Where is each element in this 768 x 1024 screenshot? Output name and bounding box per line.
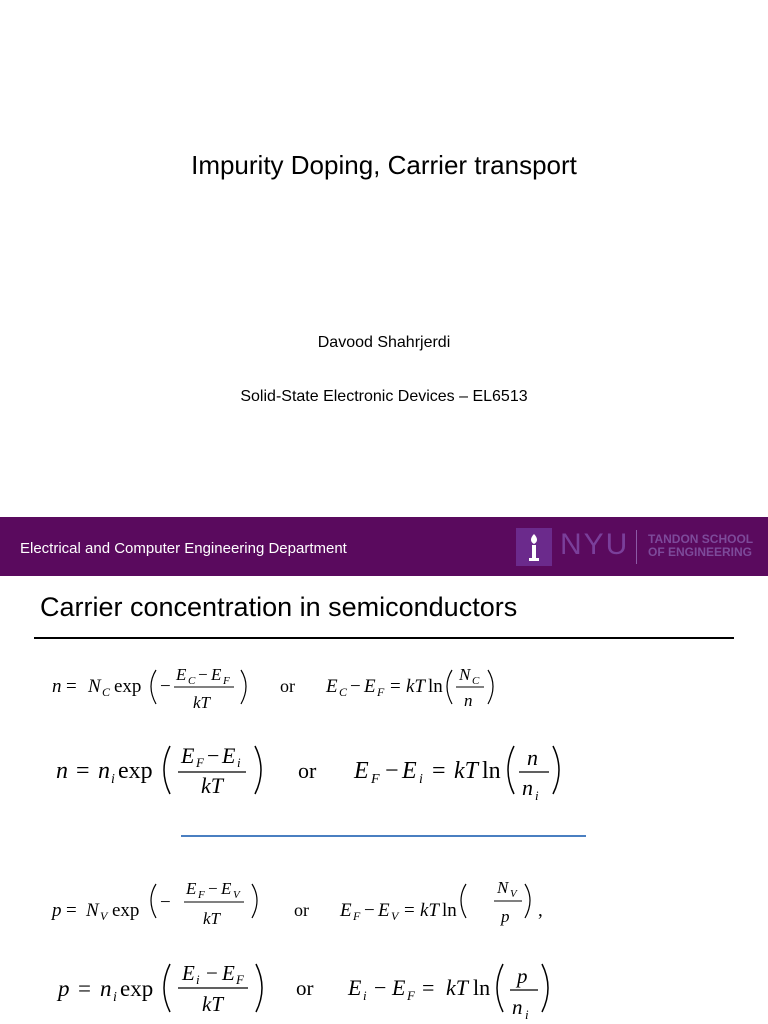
svg-text:C: C	[102, 685, 111, 699]
svg-text:−: −	[207, 743, 220, 768]
svg-text:N: N	[459, 665, 471, 684]
slide2-title: Carrier concentration in semiconductors	[40, 592, 518, 622]
svg-text:=: =	[78, 976, 91, 1001]
blue-divider-line	[181, 835, 586, 837]
svg-text:kT: kT	[420, 900, 439, 921]
svg-text:exp: exp	[118, 758, 153, 784]
title-underline	[34, 637, 734, 639]
svg-text:n: n	[512, 995, 523, 1019]
department-label: Electrical and Computer Engineering Department	[20, 540, 347, 557]
svg-text:i: i	[237, 755, 241, 770]
svg-text:exp: exp	[114, 676, 142, 697]
svg-text:ln: ln	[482, 758, 501, 784]
svg-text:E: E	[326, 676, 338, 697]
svg-text:−: −	[160, 676, 171, 697]
svg-text:i: i	[363, 988, 367, 1003]
svg-text:E: E	[222, 961, 235, 985]
svg-text:E: E	[402, 758, 417, 784]
svg-text:E: E	[392, 975, 406, 1000]
svg-text:i: i	[525, 1007, 529, 1022]
svg-text:E: E	[176, 665, 187, 684]
svg-text:,: ,	[538, 900, 543, 921]
svg-text:n: n	[100, 976, 112, 1001]
svg-text:i: i	[419, 772, 423, 787]
svg-text:kT: kT	[406, 676, 425, 697]
svg-text:exp: exp	[112, 900, 140, 921]
svg-text:C: C	[188, 675, 196, 687]
equation-row-4	[56, 961, 548, 1022]
svg-text:kT: kT	[203, 909, 220, 928]
svg-text:F: F	[377, 685, 385, 699]
svg-text:i: i	[196, 972, 200, 987]
svg-text:p: p	[52, 900, 62, 921]
svg-text:n: n	[527, 745, 538, 770]
svg-text:E: E	[340, 900, 352, 921]
svg-text:E: E	[182, 961, 195, 985]
svg-text:−: −	[385, 758, 399, 784]
equations-area	[0, 650, 768, 1024]
svg-text:−: −	[350, 676, 361, 697]
svg-text:ln: ln	[442, 900, 457, 921]
svg-text:=: =	[66, 900, 77, 921]
connector-or-1: or	[280, 676, 295, 696]
svg-text:E: E	[186, 879, 197, 898]
svg-text:n: n	[52, 676, 62, 697]
equation-row-3	[50, 878, 543, 928]
svg-text:−: −	[198, 665, 208, 684]
nyu-logo: NYU	[560, 528, 630, 561]
svg-text:V: V	[391, 909, 399, 923]
svg-text:V: V	[100, 909, 108, 923]
svg-text:exp: exp	[120, 976, 154, 1001]
svg-text:C: C	[339, 685, 348, 699]
svg-text:E: E	[378, 900, 390, 921]
svg-text:−: −	[364, 900, 375, 921]
tandon-line-1: TANDON SCHOOL	[648, 532, 754, 546]
svg-text:=: =	[66, 676, 77, 697]
svg-text:kT: kT	[201, 773, 223, 798]
svg-text:F: F	[371, 772, 380, 787]
svg-text:=: =	[404, 900, 415, 921]
svg-text:=: =	[422, 975, 435, 1000]
equation-row-1	[52, 665, 493, 712]
svg-text:ln: ln	[473, 975, 491, 1000]
nyu-torch-icon	[516, 528, 552, 566]
svg-text:=: =	[390, 676, 401, 697]
svg-text:F: F	[353, 909, 361, 923]
svg-text:F: F	[196, 755, 204, 770]
svg-text:kT: kT	[446, 975, 468, 1000]
svg-text:ln: ln	[428, 676, 443, 697]
connector-or-2: or	[298, 758, 317, 783]
svg-text:N: N	[88, 676, 101, 697]
svg-text:F: F	[236, 972, 244, 987]
svg-text:=: =	[432, 758, 446, 784]
svg-text:N: N	[86, 900, 99, 921]
svg-text:F: F	[198, 889, 205, 901]
course-name: Solid-State Electronic Devices – EL6513	[240, 388, 528, 405]
svg-text:=: =	[76, 758, 90, 784]
svg-text:n: n	[98, 758, 110, 784]
svg-text:E: E	[221, 879, 232, 898]
author-name: Davood Shahrjerdi	[317, 334, 451, 351]
connector-or-4: or	[296, 976, 314, 1000]
svg-text:E: E	[222, 743, 236, 768]
svg-text:E: E	[181, 743, 195, 768]
svg-text:V: V	[233, 889, 240, 901]
svg-text:−: −	[208, 879, 218, 898]
svg-text:kT: kT	[454, 758, 478, 784]
svg-text:V: V	[510, 888, 517, 900]
slide-title: Impurity Doping, Carrier transport	[191, 150, 577, 180]
svg-text:i: i	[535, 788, 539, 803]
svg-text:F: F	[407, 988, 415, 1003]
svg-text:p: p	[58, 976, 70, 1001]
svg-text:−: −	[374, 975, 387, 1000]
svg-text:E: E	[354, 758, 369, 784]
svg-text:n: n	[56, 758, 68, 784]
tandon-line-2: OF ENGINEERING	[648, 545, 753, 559]
svg-text:N: N	[497, 878, 509, 897]
connector-or-3: or	[294, 900, 309, 920]
svg-text:p: p	[501, 907, 510, 926]
svg-text:C: C	[472, 675, 480, 687]
svg-text:E: E	[348, 975, 362, 1000]
svg-text:F: F	[223, 675, 230, 687]
svg-text:n: n	[522, 775, 533, 800]
equation-row-2	[56, 743, 559, 803]
svg-text:E: E	[364, 676, 376, 697]
svg-text:i: i	[113, 990, 117, 1005]
logo-divider	[636, 530, 637, 564]
svg-text:n: n	[464, 691, 473, 710]
svg-text:i: i	[111, 772, 115, 787]
svg-text:−: −	[160, 892, 171, 913]
svg-text:−: −	[206, 961, 218, 985]
svg-text:kT: kT	[202, 992, 223, 1016]
svg-text:p: p	[517, 964, 528, 988]
svg-text:E: E	[211, 665, 222, 684]
svg-text:kT: kT	[193, 693, 210, 712]
tandon-logo-text	[648, 533, 753, 559]
